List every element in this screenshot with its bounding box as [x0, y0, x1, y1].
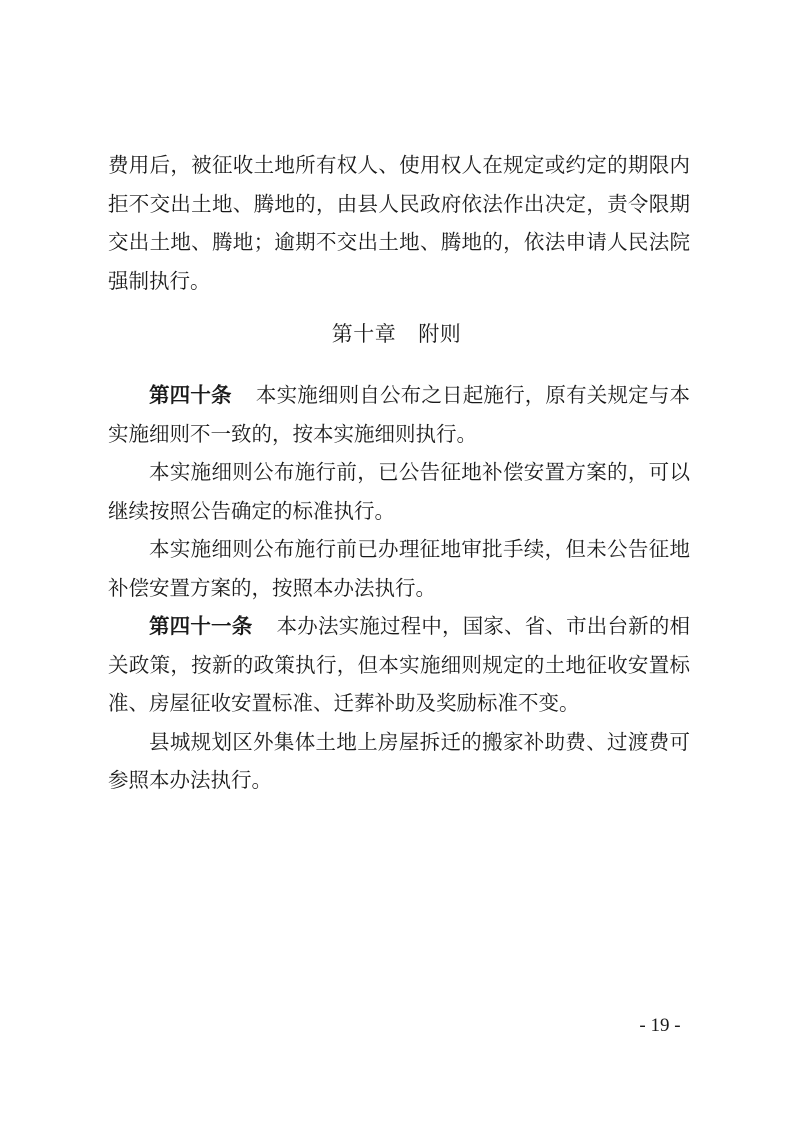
continuation-block — [108, 146, 690, 300]
article-41-paragraph-2: 县城规划区外集体土地上房屋拆迁的搬家补助费、过渡费可参照本办法执行。 — [108, 729, 690, 792]
article-41-text: 本办法实施过程中，国家、省、市出台新的相关政策，按新的政策执行，但本实施细则规定的土地征收安置标准、房屋征收安置标准、迁葬补助及奖励标准不变。 — [108, 614, 691, 715]
article-40-paragraph-2: 本实施细则公布施行前，已公告征地补偿安置方案的，可以继续按照公告确定的标准执行。 — [108, 460, 690, 523]
article-40-paragraph-3: 本实施细则公布施行前已办理征地审批手续，但未公告征地补偿安置方案的，按照本办法执行。 — [108, 537, 690, 600]
article-41-paragraph — [108, 607, 690, 723]
chapter-title: 附则 — [418, 322, 462, 346]
article-41-label: 第四十一条 — [149, 614, 253, 638]
page-number: - 19 - — [639, 1015, 681, 1036]
chapter-number: 第十章 — [331, 322, 397, 346]
article-40-text: 本实施细则自公布之日起施行，原有关规定与本实施细则不一致的，按本实施细则执行。 — [108, 383, 691, 446]
chapter-body — [108, 376, 690, 800]
article-40-paragraph — [108, 376, 690, 453]
continuation-paragraph: 费用后，被征收土地所有权人、使用权人在规定或约定的期限内拒不交出土地、腾地的，由县人民政府依法作出决定，责令限期交出土地、腾地；逾期不交出土地、腾地的，依法申请人民法院强制执行。 — [108, 153, 690, 293]
chapter-heading — [0, 318, 793, 350]
article-40-label: 第四十条 — [149, 383, 232, 407]
